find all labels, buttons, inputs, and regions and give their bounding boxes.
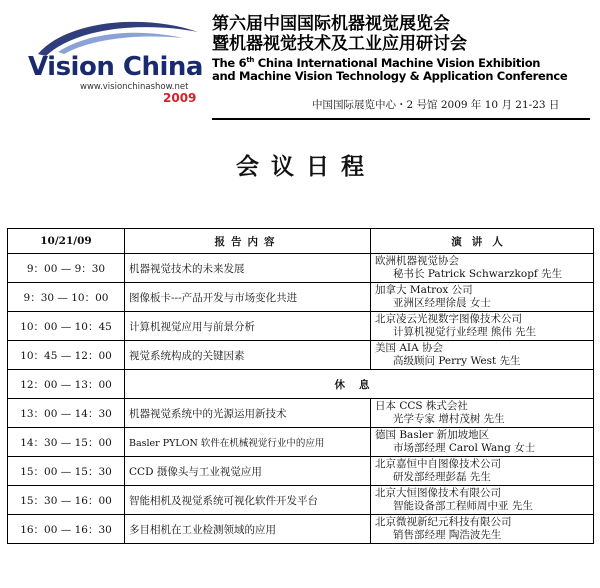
col-header-date: 10/21/09 [8, 229, 125, 254]
speaker-name: 亚洲区经理徐晨 女士 [393, 297, 491, 309]
page-title: 会议日程 [236, 154, 376, 180]
session-time: 15：30 — 16：00 [8, 486, 125, 515]
session-speaker [371, 515, 594, 544]
speaker-name: 市场部经理 Carol Wang 女士 [393, 442, 536, 454]
break-label: 休息 [125, 370, 594, 399]
session-topic: 图像板卡---产品开发与市场变化共进 [125, 283, 371, 312]
speaker-name: 计算机视觉行业经理 熊伟 先生 [393, 326, 537, 338]
session-topic: 机器视觉系统中的光源运用新技术 [125, 399, 371, 428]
session-speaker [371, 428, 594, 457]
header-divider [212, 118, 590, 120]
logo-year: 2009 [163, 91, 197, 105]
session-time: 10：00 — 10：45 [8, 312, 125, 341]
session-speaker [371, 341, 594, 370]
speaker-org: 北京凌云光视数字图像技术公司 [375, 313, 522, 325]
event-title-cn-1: 第六届中国国际机器视觉展览会 [212, 14, 450, 34]
session-time: 10：45 — 12：00 [8, 341, 125, 370]
session-speaker [371, 312, 594, 341]
logo-brand-text: Vision China [28, 52, 203, 82]
session-speaker [371, 254, 594, 283]
session-speaker [371, 399, 594, 428]
speaker-org: 北京微视新纪元科技有限公司 [375, 516, 512, 528]
speaker-org: 加拿大 Matrox 公司 [375, 284, 473, 296]
session-time: 9：30 — 10：00 [8, 283, 125, 312]
session-topic: 智能相机及视觉系统可视化软件开发平台 [125, 486, 371, 515]
session-time: 15：00 — 15：30 [8, 457, 125, 486]
table-row [8, 399, 594, 428]
table-header-row [8, 229, 594, 254]
speaker-name: 秘书长 Patrick Schwarzkopf 先生 [393, 268, 563, 280]
session-topic: CCD 摄像头与工业视觉应用 [125, 457, 371, 486]
table-row [8, 428, 594, 457]
session-topic: 机器视觉技术的未来发展 [125, 254, 371, 283]
venue-date: 中国国际展览中心・2 号馆 2009 年 10 月 21-23 日 [312, 99, 560, 111]
speaker-org: 北京嘉恒中自图像技术公司 [375, 458, 501, 470]
table-row [8, 486, 594, 515]
logo-url: www.visionchinashow.net [80, 82, 189, 92]
event-title-en-2: and Machine Vision Technology & Application Conference [212, 68, 568, 83]
speaker-name: 智能设备部工程师周中亚 先生 [393, 500, 533, 512]
table-row-break [8, 370, 594, 399]
session-time: 14：30 — 15：00 [8, 428, 125, 457]
session-time: 12：00 — 13：00 [8, 370, 125, 399]
schedule-table [7, 228, 594, 544]
speaker-org: 日本 CCS 株式会社 [375, 400, 468, 412]
session-time: 13：00 — 14：30 [8, 399, 125, 428]
table-row [8, 457, 594, 486]
session-topic: Basler PYLON 软件在机械视觉行业中的应用 [125, 428, 371, 457]
session-topic: 计算机视觉应用与前景分析 [125, 312, 371, 341]
speaker-name: 高级顾问 Perry West 先生 [393, 355, 521, 367]
speaker-org: 德国 Basler 新加坡地区 [375, 429, 490, 441]
session-time: 16：00 — 16：30 [8, 515, 125, 544]
session-time: 9：00 — 9：30 [8, 254, 125, 283]
col-header-topic: 报告内容 [125, 229, 371, 254]
event-title-en-1: The 6th China International Machine Vision Exhibition [212, 55, 541, 70]
table-row [8, 341, 594, 370]
table-row [8, 254, 594, 283]
table-row [8, 515, 594, 544]
speaker-name: 研发部经理彭磊 先生 [393, 471, 491, 483]
session-speaker [371, 486, 594, 515]
session-speaker [371, 457, 594, 486]
speaker-org: 欧洲机器视觉协会 [375, 255, 459, 267]
speaker-name: 销售部经理 陶浩波先生 [393, 529, 502, 541]
speaker-org: 美国 AIA 协会 [375, 342, 443, 354]
table-row [8, 283, 594, 312]
table-row [8, 312, 594, 341]
col-header-speaker: 演讲人 [371, 229, 594, 254]
event-title-cn-2: 暨机器视觉技术及工业应用研讨会 [212, 34, 467, 54]
event-header [212, 14, 592, 83]
speaker-name: 光学专家 增村茂树 先生 [393, 413, 505, 425]
speaker-org: 北京大恒图像技术有限公司 [375, 487, 501, 499]
session-speaker [371, 283, 594, 312]
session-topic: 多目相机在工业检测领域的应用 [125, 515, 371, 544]
session-topic: 视觉系统构成的关键因素 [125, 341, 371, 370]
vision-china-logo [18, 14, 208, 109]
